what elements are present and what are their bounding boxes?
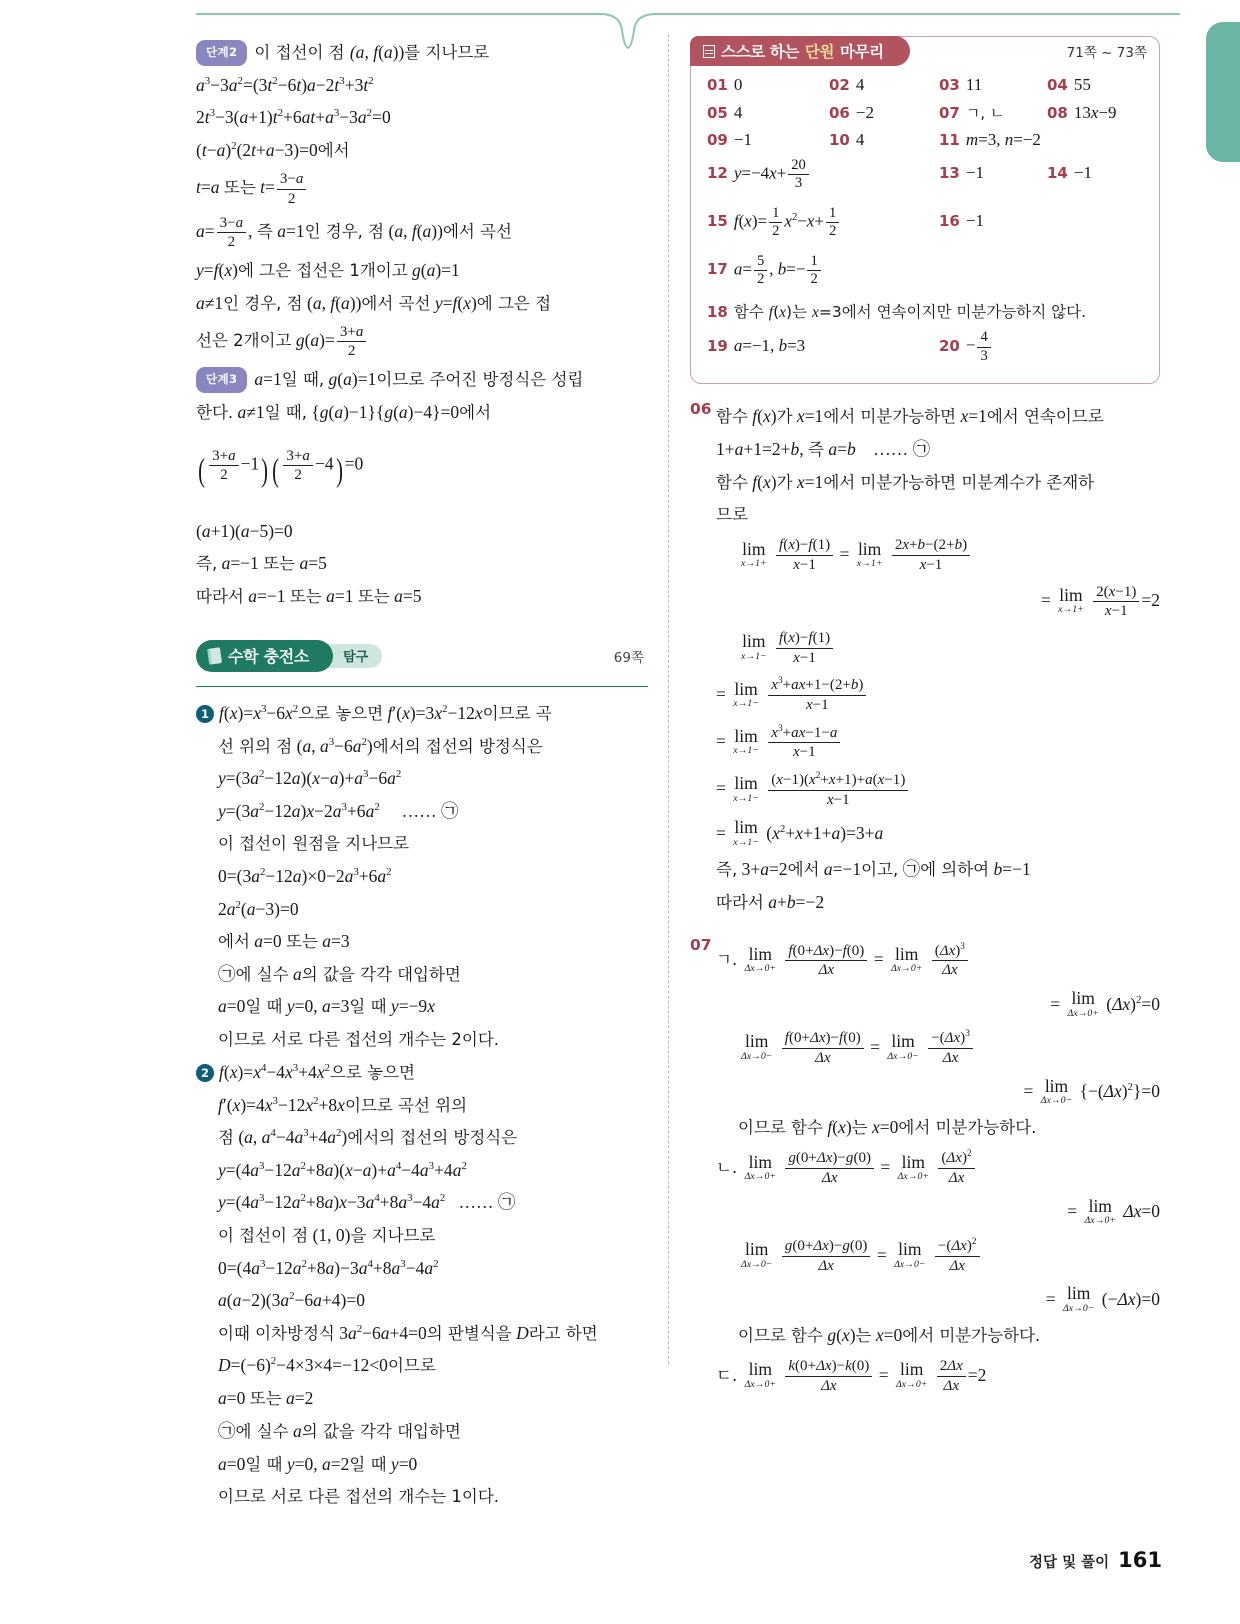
answer-item-06 xyxy=(829,103,939,123)
answer-number: 07 xyxy=(939,104,960,122)
answer-number: 09 xyxy=(707,131,728,149)
answer-item-02 xyxy=(829,75,939,95)
list-icon xyxy=(703,45,715,58)
answer-item-16 xyxy=(939,211,984,231)
solution-07-body xyxy=(716,936,1160,1399)
sol06-line-6: 따라서 a+b=−2 xyxy=(716,891,825,912)
right-column xyxy=(690,36,1160,1399)
answer-row xyxy=(707,300,1143,322)
step3-eq-3: (a+1)(a−5)=0 xyxy=(196,520,293,541)
answer-item-03 xyxy=(939,75,1047,95)
answer-value: a=−1, b=3 xyxy=(733,335,806,355)
charge-item-1-line-9: ㉠에 실수 a의 값을 각각 대입하면 xyxy=(218,963,461,984)
sol07-part-b-conclusion: 이므로 함수 g(x)는 x=0에서 미분가능하다. xyxy=(738,1325,1041,1345)
answer-value: 함수 f(x)는 x=3에서 연속이지만 미분가능하지 않다. xyxy=(733,303,1087,322)
answer-item-18 xyxy=(707,300,1086,322)
sol06-line-5: 즉, 3+a=2에서 a=−1이고, ㉠에 의하여 b=−1 xyxy=(716,858,1031,879)
sol06-line-4: 므로 xyxy=(716,505,748,525)
sol07-part-a-conclusion: 이므로 함수 f(x)는 x=0에서 미분가능하다. xyxy=(738,1117,1037,1138)
answer-value: − $\frac{4}{3}$ xyxy=(966,329,993,365)
answer-number: 04 xyxy=(1047,76,1068,94)
sol07-part-a-label: ㄱ. xyxy=(716,950,738,970)
answer-row xyxy=(707,75,1143,95)
step2-eq-5: a= $\frac{3-a}{2}$ , 즉 a=1인 경우, 점 (a, f(a))에서 곡선 xyxy=(196,214,512,251)
charge-item-1-line-1: 1 $f(x)=x^3-6x^2$으로 놓으면 $f'(x)=3x^2-12x$이므로 곡 xyxy=(196,697,648,730)
step2-eq-6: y=f(x)에 그은 접선은 1개이고 g(a)=1 xyxy=(196,259,460,280)
solution-07-number: 07 xyxy=(690,936,712,955)
answer-value: 4 xyxy=(855,130,865,149)
solution-06 xyxy=(690,400,1160,918)
answer-row xyxy=(707,329,1143,365)
answer-row xyxy=(707,253,1143,289)
charge-item-1-line-7: $2a^2(a-3)=0$ xyxy=(218,898,299,919)
answer-number: 12 xyxy=(707,164,728,183)
footer-page-number: 161 xyxy=(1118,1548,1162,1572)
charge-item-2-line-10: $D=(-6)^2-4\times 3\times 4=-12<0$이므로 xyxy=(218,1355,436,1376)
step3-eq-5: 따라서 a=−1 또는 a=1 또는 a=5 xyxy=(196,586,422,607)
sol06-eq-4: = lim x→1− $\frac{x^3+ax+1-(2+b)}{x-1}$ xyxy=(716,671,1160,718)
step2-eq-4: t=a 또는 t= $\frac{3-a}{2}$ xyxy=(196,166,648,210)
answer-value: 13x−9 xyxy=(1073,103,1117,122)
sol07-part-b-label: ㄴ. xyxy=(716,1158,738,1177)
answer-item-17 xyxy=(707,253,823,289)
charge-item-2-line-5: $y=(4a^3-12a^2+8a)x-3a^4+8a^3-4a^2$ …… ㉠ xyxy=(218,1192,516,1213)
solution-06-number: 06 xyxy=(690,400,712,419)
answer-item-08 xyxy=(1047,103,1117,123)
answer-number: 16 xyxy=(939,212,960,231)
answer-number: 10 xyxy=(829,131,850,149)
answer-box-title-prefix: 스스로 하는 xyxy=(721,43,799,61)
answer-value: 11 xyxy=(965,75,983,94)
footer-label: 정답 및 풀이 xyxy=(1029,1555,1110,1571)
sol06-line-1: 함수 f(x)가 x=1에서 미분가능하면 x=1에서 연속이므로 xyxy=(716,406,1104,427)
charge-item-2-number: 2 xyxy=(196,1064,214,1082)
answer-box-title-highlight: 단원 xyxy=(804,43,835,61)
sol06-eq-1: lim x→1+ $\frac{f(x)-f(1)}{x-1}$ = lim x→1+ $\frac{2x+b-(2+b)}{x-1}$ xyxy=(716,531,1160,578)
charge-item-1-line-3: $y=(3a^2-12a)(x-a)+a^3-6a^2$ xyxy=(218,768,402,789)
page-footer xyxy=(1029,1548,1162,1572)
charge-item-1-number: 1 xyxy=(196,705,214,723)
answer-number: 14 xyxy=(1047,164,1068,183)
answer-value: ㄱ, ㄴ xyxy=(965,104,1005,122)
sol07-part-b-eq-4: = lim Δx→0− (−Δx)=0 xyxy=(1045,1283,1160,1314)
answer-value: −1 xyxy=(1073,163,1092,183)
answer-item-11 xyxy=(939,130,1041,150)
charge-item-2-line-9: 이때 이차방정식 $3a^2-6a+4=0$의 판별식을 D라고 하면 xyxy=(218,1322,598,1343)
solution-06-body xyxy=(716,400,1160,918)
sol06-line-3: 함수 f(x)가 x=1에서 미분가능하면 미분계수가 존재하 xyxy=(716,471,1095,492)
answer-item-15 xyxy=(707,205,939,241)
answer-value: f(x)= $\frac{1}{2}$ $x^2-x+$ $\frac{1}{2}$ xyxy=(734,205,841,241)
answer-number: 13 xyxy=(939,164,960,183)
answer-item-10 xyxy=(829,130,939,150)
charge-item-1-line-5: 이 접선이 원점을 지나므로 xyxy=(218,834,410,854)
answer-row xyxy=(707,130,1143,150)
answer-item-13 xyxy=(939,163,1047,183)
answer-value: −1 xyxy=(733,130,752,149)
answer-number: 19 xyxy=(707,336,728,355)
answer-number: 11 xyxy=(939,131,960,149)
answer-item-20 xyxy=(939,329,993,365)
answer-box-title-suffix: 마무리 xyxy=(840,43,884,61)
answer-number: 05 xyxy=(707,104,728,122)
answer-row xyxy=(707,205,1143,241)
answer-box-page-range: 71쪽 ~ 73쪽 xyxy=(1066,45,1147,61)
step3-badge: 단계3 xyxy=(196,367,247,393)
answer-number: 15 xyxy=(707,212,728,231)
answer-number: 08 xyxy=(1047,104,1068,122)
answer-item-07 xyxy=(939,102,1047,123)
answer-item-14 xyxy=(1047,163,1092,183)
sol07-part-b-eq-3: lim Δx→0− $\frac{g(0+\Delta x)-g(0)}{\Delta x}$ = lim Δx→0− $\frac{-(\Delta x)^2}{\Delta x}$ xyxy=(716,1232,1160,1279)
charge-title-pill xyxy=(196,640,333,672)
answer-number: 03 xyxy=(939,76,960,94)
answer-item-04 xyxy=(1047,75,1091,95)
answer-value: −2 xyxy=(855,103,874,122)
sol06-eq-5: = lim x→1− $\frac{x^3+ax-1-a}{x-1}$ xyxy=(716,718,1160,765)
answer-item-01 xyxy=(707,75,829,95)
left-column xyxy=(196,36,648,1513)
answer-value: 4 xyxy=(855,75,865,94)
charge-item-1-line-4: $y=(3a^2-12a)x-2a^3+6a^2$ …… ㉠ xyxy=(218,800,459,821)
answer-row xyxy=(707,102,1143,123)
charge-section-header xyxy=(196,639,648,673)
sol07-part-a-eq-3: lim Δx→0− $\frac{f(0+\Delta x)-f(0)}{\Delta x}$ = lim Δx→0− $\frac{-(\Delta x)^3}{\Delta x}$ xyxy=(716,1024,1160,1071)
solution-07 xyxy=(690,936,1160,1399)
sol07-part-a-eq-4: = lim Δx→0− $\{-(\Delta x)^2\}=0$ xyxy=(1023,1075,1160,1107)
answer-value: a= $\frac{5}{2}$ , b=− $\frac{1}{2}$ xyxy=(734,253,823,289)
answer-number: 17 xyxy=(707,260,728,279)
answer-summary-box xyxy=(690,36,1160,384)
answer-box-title xyxy=(690,36,910,66)
charge-item-2-line-13: a=0일 때 y=0, a=2일 때 y=0 xyxy=(218,1453,418,1474)
answer-value: −1 xyxy=(965,163,984,183)
answer-number: 20 xyxy=(939,336,960,355)
sol07-part-c-label: ㄷ. xyxy=(716,1365,738,1385)
sol06-eq-3: lim x→1− $\frac{f(x)-f(1)}{x-1}$ xyxy=(716,624,1160,671)
step2-eq-1: $a^3-3a^2=(3t^2-6t)a-2t^3+3t^2$ xyxy=(196,74,374,95)
answer-number: 01 xyxy=(707,76,728,94)
answer-number: 06 xyxy=(829,104,850,122)
charge-item-1-line-11: 이므로 서로 다른 접선의 개수는 2이다. xyxy=(218,1030,500,1050)
book-icon xyxy=(207,647,222,665)
charge-item-2-line-12: ㉠에 실수 a의 값을 각각 대입하면 xyxy=(218,1420,461,1441)
step3-eq-2: ( $\frac{3+a}{2}$ −1) ( $\frac{3+a}{2}$ −4) =0 xyxy=(198,447,364,490)
answer-value: 55 xyxy=(1073,75,1091,94)
sol06-eq-7: = lim x→1− $(x^2+x+1+a)=3+a$ xyxy=(716,817,884,848)
sol07-part-a-eq-2: = lim Δx→0+ $(\Delta x)^2=0$ xyxy=(1050,988,1160,1019)
step3-eq-4: 즉, a=−1 또는 a=5 xyxy=(196,553,327,574)
charge-item-2-line-7: $0=(4a^3-12a^2+8a)-3a^4+8a^3-4a^2$ xyxy=(218,1257,439,1278)
step2-eq-2: $2t^3-3(a+1)t^2+6at+a^3-3a^2=0$ xyxy=(196,107,391,128)
step3-eq-1: 한다. a≠1일 때, {g(a)−1}{g(a)−4}=0에서 xyxy=(196,401,492,422)
step2-eq-3: $(t-a)^2(2t+a-3)=0$에서 xyxy=(196,139,350,160)
charge-item-2-line-3: 점 (a, $a^4-4a^3+4a^2$)에서의 접선의 방정식은 xyxy=(218,1127,518,1148)
sol06-eq-6: = lim x→1− $\frac{(x-1)(x^2+x+1)+a(x-1)}{x-1}$ xyxy=(716,765,1160,812)
answer-item-09 xyxy=(707,130,829,150)
charge-item-1-line-6: $0=(3a^2-12a)\times 0-2a^3+6a^2$ xyxy=(218,865,392,886)
charge-item-1-line-8: 에서 a=0 또는 a=3 xyxy=(218,931,350,952)
step2-lead: 단계2 이 접선이 점 (a, f(a))를 지나므로 xyxy=(196,36,648,69)
answer-number: 18 xyxy=(707,303,728,322)
answer-value: m=3, n=−2 xyxy=(965,130,1041,149)
answer-value: 4 xyxy=(733,103,743,122)
step2-eq-7: a≠1인 경우, 점 (a, f(a))에서 곡선 y=f(x)에 그은 접 xyxy=(196,292,552,313)
answer-value: 0 xyxy=(733,75,743,94)
sol07-part-b-eq-2: = lim Δx→0+ Δx=0 xyxy=(1067,1195,1160,1227)
charge-tag: 탐구 xyxy=(317,644,382,668)
charge-rule xyxy=(196,686,648,687)
charge-item-2-line-14: 이므로 서로 다른 접선의 개수는 1이다. xyxy=(218,1487,500,1507)
answer-item-05 xyxy=(707,103,829,123)
charge-item-2-line-1: 2 $f(x)=x^4-4x^3+4x^2$으로 놓으면 xyxy=(196,1056,648,1089)
sol07-part-a-eq-1: ㄱ. lim Δx→0+ $\frac{f(0+\Delta x)-f(0)}{\Delta x}$ = lim Δx→0+ $\frac{(\Delta x)^3}{\Delta x}$ xyxy=(716,936,1160,983)
charge-item-2-line-2: $f'(x)=4x^3-12x^2+8x$이므로 곡선 위의 xyxy=(218,1094,468,1115)
answer-value: y=−4x+ $\frac{20}{3}$ xyxy=(734,157,811,193)
charge-item-1-line-2: 선 위의 점 (a, $a^3-6a^2$)에서의 접선의 방정식은 xyxy=(218,735,543,756)
charge-item-2-line-4: $y=(4a^3-12a^2+8a)(x-a)+a^4-4a^3+4a^2$ xyxy=(218,1159,467,1180)
charge-item-2-line-6: 이 접선이 점 (1, 0)을 지나므로 xyxy=(218,1224,436,1245)
sol06-line-2: 1+a+1=2+b, 즉 a=b …… ㉠ xyxy=(716,438,931,459)
answer-item-19 xyxy=(707,336,939,356)
sol07-part-b-eq-1: ㄴ. lim Δx→0+ $\frac{g(0+\Delta x)-g(0)}{\Delta x}$ = lim Δx→0+ $\frac{(\Delta x)^2}{\Delta x}$ xyxy=(716,1144,1160,1191)
answer-value: −1 xyxy=(965,211,984,231)
column-divider xyxy=(668,34,669,1364)
sol06-eq-2: = lim x→1+ $\frac{2(x-1)}{x-1}$ =2 xyxy=(1040,583,1160,620)
charge-title: 수학 충전소 xyxy=(228,647,310,667)
step2-badge: 단계2 xyxy=(196,40,247,66)
answer-number: 02 xyxy=(829,76,850,94)
charge-item-2-line-11: a=0 또는 a=2 xyxy=(218,1388,314,1409)
step2-eq-8: 선은 2개이고 g(a)= $\frac{3+a}{2}$ xyxy=(196,319,648,363)
step3-lead: 단계3 a=1일 때, g(a)=1이므로 주어진 방정식은 성립 xyxy=(196,363,648,396)
charge-page-ref: 69쪽 xyxy=(613,649,644,666)
answer-row xyxy=(707,157,1143,193)
answer-item-12 xyxy=(707,157,939,193)
sol07-part-c-eq-1: ㄷ. lim Δx→0+ $\frac{k(0+\Delta x)-k(0)}{\Delta x}$ = lim Δx→0+ $\frac{2\Delta x}{\Delta x}$ =2 xyxy=(716,1358,987,1394)
charge-item-1-line-10: a=0일 때 y=0, a=3일 때 y=−9x xyxy=(218,996,435,1017)
charge-item-2-line-8: $a(a-2)(3a^2-6a+4)=0$ xyxy=(218,1290,365,1311)
